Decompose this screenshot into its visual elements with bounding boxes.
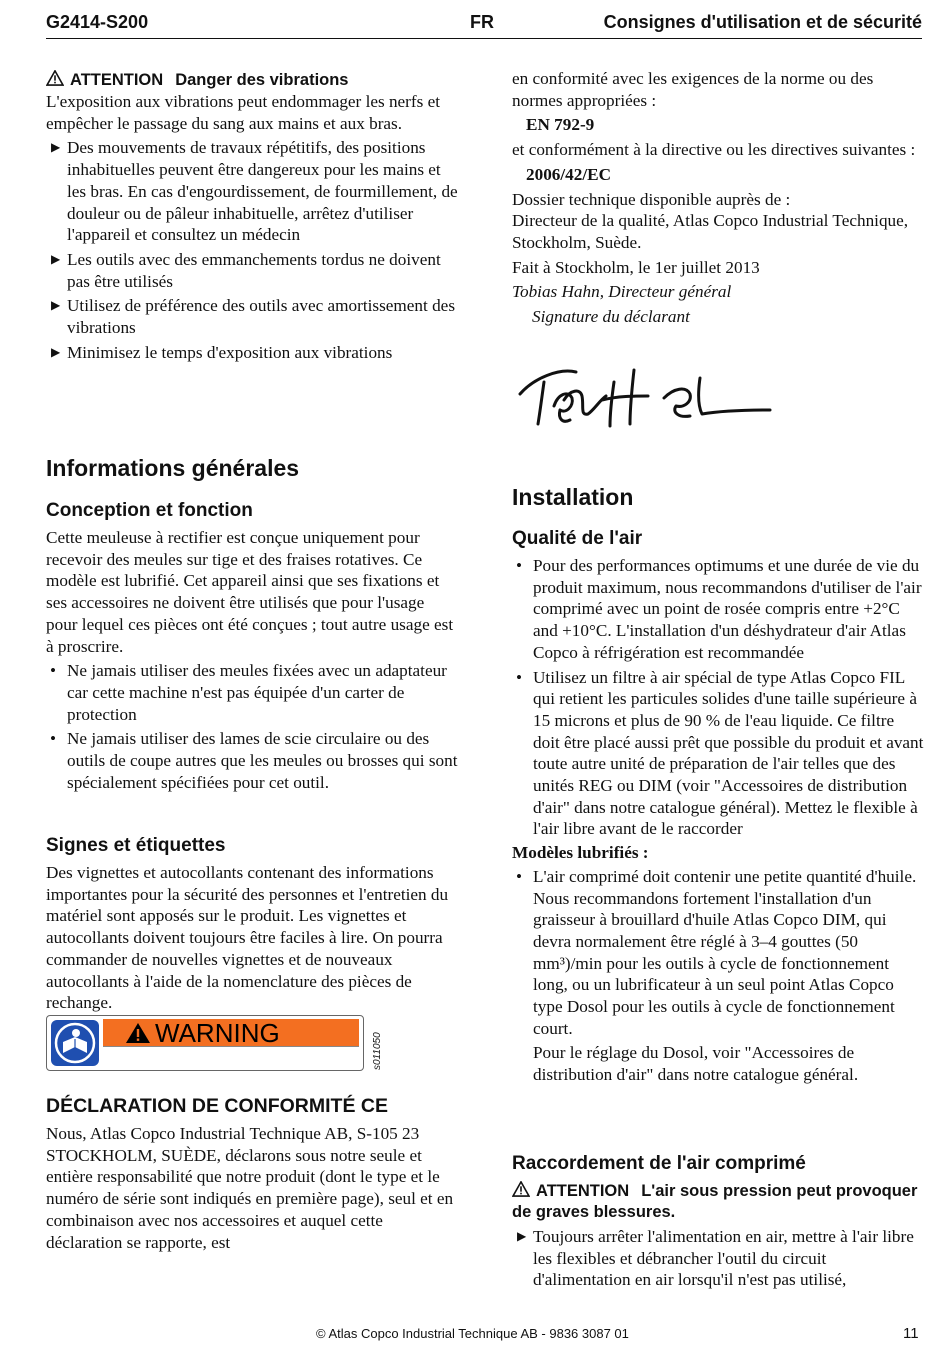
signs-heading: Signes et étiquettes: [46, 835, 226, 856]
vibration-item: Minimisez le temps d'exposition aux vibrations: [67, 342, 393, 362]
dossier-text: Dossier technique disponible auprès de :: [512, 189, 791, 209]
conformity-block: [512, 68, 924, 328]
warning-label-blank: [103, 1046, 359, 1067]
warning-label-image: [46, 1015, 364, 1071]
header-title: Consignes d'utilisation et de sécurité: [603, 12, 922, 32]
declaration-heading: DÉCLARATION DE CONFORMITÉ CE: [46, 1095, 388, 1117]
footer-copyright: © Atlas Copco Industrial Technique AB - 9836 3087 01: [316, 1326, 629, 1341]
quality-director: Directeur de la qualité, Atlas Copco Industrial Technique, Stockholm, Suède.: [512, 211, 909, 252]
place-date: Fait à Stockholm, le 1er juillet 2013: [512, 257, 760, 277]
vibration-warning: ATTENTION Danger des vibrations L'exposition aux vibrations peut endommager les nerfs et empêcher le passage du sang aux mains et aux bras. ▶ Des mouvements de travaux répétitifs, des positions inhabituelles peuvent être dangereux pour les mains et les bras. En cas d'engourdissement, de fourmillement, de douleur ou de pâleur inhabituelle, arrêtez d'utiliser l'appareil et consultez un médecin ▶ Les outils avec des emmanchements tordus ne doivent pas être utilisés ▶ Utilisez de préférence des outils avec amortissement des vibrations ▶ Minimisez le temps d'exposition aux vibrations: [46, 71, 458, 362]
air-quality-heading: Qualité de l'air: [512, 528, 643, 549]
signs-section: [46, 862, 458, 1014]
installation-heading: Installation: [512, 484, 634, 510]
lubricated-item: L'air comprimé doit contenir une petite quantité d'huile. Nous recommandons fortement l'installation d'un graisseur à brouillard d'huile Atlas Copco DIM, qui devra normalement être réglé à 3–4 gouttes (50 mm³)/min pour les outils à cycle de fonctionnement long, ou un lubrificateur à un seul point Atlas Copco type Dosol pour les outils à cycle de fonctionnement court.: [533, 866, 917, 1038]
vibration-item: Des mouvements de travaux répétitifs, des positions inhabituelles peuvent être dangereux pour les mains et les bras. En cas d'engourdissement, de fourmillement, de douleur ou de pâleur inhabituelle, arrêtez d'utiliser l'appareil et consultez un médecin: [67, 138, 458, 245]
air-quality-section: • Pour des performances optimums et une durée de vie du produit maximum, nous recommandons d'utiliser de l'air comprimé avec un point de rosée compris entre +2°C and +10°C. L'installation d'un déshydrateur d'air Atlas Copco à réfrigération est recommandée • Utilisez un filtre à air spécial de type Atlas Copco FIL qui retient les particules solides d'une taille supérieure à 15 microns et plus de 90 % de l'eau liquide. Ce filtre doit être placé aussi prêt que possible du produit et avant toute autre unité de préparation de l'air telles que des unités REG ou DIM (voir "Accessoires de distribution d'air" dans notre catalogue général). Mettez le flexible à l'air libre avant de le raccorder Modèles lubrifiés : • L'air comprimé doit contenir une petite quantité d'huile. Nous recommandons fortement l'installation d'un graisseur à brouillard d'huile Atlas Copco DIM, qui devra normalement être réglé à 3–4 gouttes (50 mm³)/min pour les outils à cycle de fonctionnement long, ou un lubrificateur à un seul point Atlas Copco type Dosol pour les outils à cycle de fonctionnement court. Pour le réglage du Dosol, voir "Accessoires de distribution d'air" dans notre catalogue général.: [512, 556, 924, 1085]
declaration-section: [46, 1123, 458, 1253]
lubricated-models-title: Modèles lubrifiés :: [512, 843, 649, 863]
conformity-line1: en conformité avec les exigences de la norme ou des normes appropriées :: [512, 69, 874, 110]
design-heading: Conception et fonction: [46, 500, 253, 521]
warning-title: Danger des vibrations: [175, 71, 349, 89]
vibration-item: Les outils avec des emmanchements tordus ne doivent pas être utilisés: [67, 249, 441, 291]
page-header: [46, 8, 922, 39]
read-manual-icon: [51, 1020, 99, 1066]
air-connection-item: Toujours arrêter l'alimentation en air, mettre à l'air libre les flexibles et débrancher l'outil du circuit d'alimentation en air lorsqu'il n'est pas utilisé,: [533, 1227, 914, 1290]
signer-name: Tobias Hahn, Directeur général: [512, 282, 732, 302]
warning-label: ATTENTION: [70, 71, 164, 89]
air-connection-heading: Raccordement de l'air comprimé: [512, 1153, 806, 1174]
conformity-line2: et conformément à la directive ou les directives suivantes :: [512, 140, 916, 160]
dosol-note: Pour le réglage du Dosol, voir "Accessoires de distribution d'air" dans notre catalogue général.: [533, 1043, 859, 1085]
vibration-intro: L'exposition aux vibrations peut endommager les nerfs et empêcher le passage du sang aux mains et aux bras.: [46, 92, 441, 133]
design-item: Ne jamais utiliser des lames de scie circulaire ou des outils de coupe autres que les meules ou brosses qui sont spécialement spécifiées pour cet outil.: [67, 729, 458, 792]
air-quality-item: Pour des performances optimums et une durée de vie du produit maximum, nous recommandons d'utiliser de l'air comprimé avec un point de rosée compris entre +2°C and +10°C. L'installation d'un déshydrateur d'air Atlas Copco à réfrigération est recommandée: [533, 556, 922, 662]
standard-code: EN 792-9: [526, 115, 595, 135]
label-code: s011050: [372, 1032, 383, 1070]
page-number: 11: [903, 1325, 919, 1342]
signature-image: [514, 360, 774, 435]
design-section: Cette meuleuse à rectifier est conçue uniquement pour recevoir des meules sur tige et des fraises rotatives. Ce modèle est lubrifié. Cet appareil ainsi que ses fixations et ses accessoires ne doivent être utilisés que pour l'usage pour lequel ces pièces ont été conçues ; tout autre usage est à proscrire. • Ne jamais utiliser des meules fixées avec un adaptateur car cette machine n'est pas équipée d'un carter de protection • Ne jamais utiliser des lames de scie circulaire ou des outils de coupe autres que les meules ou brosses qui sont spécialement spécifiées pour cet outil.: [46, 528, 458, 792]
warning-triangle-icon: [512, 1181, 530, 1197]
model-number: G2414-S200: [46, 12, 149, 32]
air-warning-text: L'air sous pression peut provoquer de graves blessures.: [512, 1182, 918, 1221]
warning-banner: [103, 1019, 359, 1046]
signs-text: Des vignettes et autocollants contenant des informations importantes pour la sécurité des personnes et l'entretien du matériel sont apposés sur le produit. Les vignettes et autocollants doivent toujours être faciles à lire. On pourra commander de nouvelles vignettes et de nouveaux autocollants à l'aide de la nomenclature des pièces de rechange.: [46, 863, 449, 1013]
vibration-item: Utilisez de préférence des outils avec amortissement des vibrations: [67, 296, 456, 338]
warning-triangle-icon: [46, 70, 64, 86]
signature-label: Signature du déclarant: [532, 307, 690, 327]
air-quality-item: Utilisez un filtre à air spécial de type Atlas Copco FIL qui retient les particules solides d'une taille supérieure à 15 microns et plus de 90 % de l'eau liquide. Ce filtre doit être placé aussi prêt que possible du produit et avant toute autre unité de préparation de l'air telles que des unités REG ou DIM (voir "Accessoires de distribution d'air" dans notre catalogue général). Mettez le flexible à l'air libre avant de le raccorder: [533, 667, 924, 839]
declaration-text: Nous, Atlas Copco Industrial Technique AB, S-105 23 STOCKHOLM, SUÈDE, déclarons sous notre seule et entière responsabilité que notre produit (dont le type et le numéro de série sont indiqués en première page), seul et en combinaison avec nos accessoires et auquel cette déclaration se rapporte, est: [46, 1124, 454, 1252]
language-code: FR: [470, 12, 494, 32]
design-text: Cette meuleuse à rectifier est conçue uniquement pour recevoir des meules sur tige et des fraises rotatives. Ce modèle est lubrifié. Cet appareil ainsi que ses fixations et ses accessoires ne doivent être utilisés que pour l'usage pour lequel ces pièces ont été conçues ; tout autre usage est à proscrire.: [46, 528, 454, 656]
warning-banner-text: WARNING: [155, 1018, 280, 1048]
warning-triangle-icon: [125, 1022, 151, 1044]
directive-code: 2006/42/EC: [526, 164, 611, 184]
air-connection-section: ATTENTION L'air sous pression peut provoquer de graves blessures. ▶ Toujours arrêter l'alimentation en air, mettre à l'air libre les flexibles et débrancher l'outil du circuit d'alimentation en air lorsqu'il n'est pas utilisé,: [512, 1182, 918, 1290]
design-item: Ne jamais utiliser des meules fixées avec un adaptateur car cette machine n'est pas équipée d'un carter de protection: [67, 661, 447, 724]
warning-label: ATTENTION: [536, 1182, 630, 1200]
general-info-heading: Informations générales: [46, 455, 300, 481]
